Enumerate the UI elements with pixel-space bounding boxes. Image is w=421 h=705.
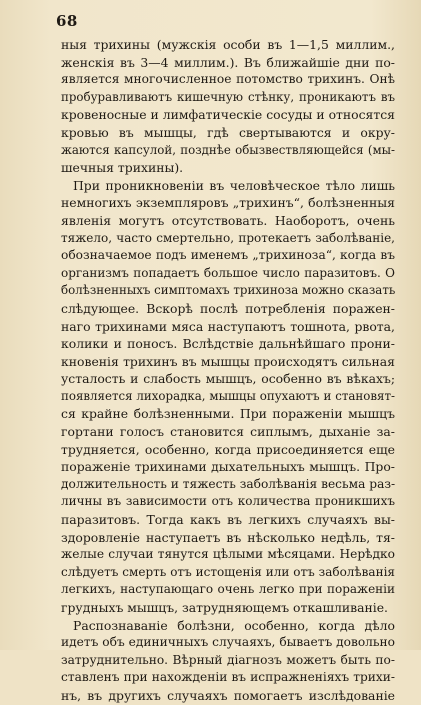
- text-line: является многочисленное потомство трихинъ. Онѣ: [61, 72, 395, 87]
- text-line: кновенія трихинъ въ мышцы происходятъ сильная: [61, 353, 395, 369]
- text-line: пробуравливаютъ кишечную стѣнку, проникаютъ въ: [61, 89, 395, 104]
- text-line: трудняется, особенно, когда присоединяется еще: [61, 441, 395, 457]
- text-line: гортани голосъ становится сиплымъ, дыханіе за-: [61, 424, 395, 440]
- text-line: усталость и слабость мышцъ, особенно въ вѣкахъ;: [61, 371, 395, 387]
- text-line: грудныхъ мышцъ, затрудняющемъ откашливаніе.: [61, 600, 388, 615]
- text-line: желые случаи тянутся цѣлыми мѣсяцами. Нерѣдко: [61, 547, 395, 562]
- text-line: слѣдуетъ смерть отъ истощенія или отъ заболѣванія: [61, 564, 395, 579]
- body-text: [61, 36, 395, 705]
- text-line: болѣзненныхъ симптомахъ трихиноза можно сказать: [61, 283, 395, 298]
- text-line: женскія въ 3—4 миллим.). Въ ближайшіе дни по-: [61, 54, 395, 70]
- text-line: личны въ зависимости отъ количества проникшихъ: [61, 494, 395, 509]
- text-line: ся крайне болѣзненными. При пораженіи мышцъ: [61, 406, 395, 422]
- text-line: тяжело, часто смертельно, протекаетъ заболѣваніе,: [61, 230, 395, 245]
- text-line: наго трихинами мяса наступаютъ тошнота, рвота,: [61, 318, 395, 334]
- text-line: пораженіе трихинами дыхательныхъ мышцъ. Про-: [61, 459, 395, 475]
- text-line: паразитовъ. Тогда какъ въ легкихъ случаяхъ вы-: [61, 512, 395, 528]
- text-line: нъ, въ другихъ случаяхъ помогаетъ изслѣдованіе: [61, 687, 395, 703]
- text-line: идетъ объ единичныхъ случаяхъ, бываетъ довольно: [61, 635, 395, 650]
- text-line: явленія могутъ отсутствовать. Наоборотъ, очень: [61, 212, 395, 228]
- text-line: кровью въ мышцы, гдѣ свертываются и окру-: [61, 124, 395, 140]
- text-line: немногихъ экземпляровъ „трихинъ“, болѣзненныя: [61, 195, 395, 211]
- text-line: шечныя трихины).: [61, 160, 184, 176]
- text-line: колики и поносъ. Вслѣдствіе дальнѣйшаго прони-: [61, 336, 395, 352]
- text-line: затруднительно. Вѣрный діагнозъ можетъ быть по-: [61, 652, 395, 667]
- text-line: легкихъ, наступающаго очень легко при пораженіи: [61, 582, 395, 597]
- text-line: ставленъ при нахожденіи въ испражненіяхъ трихи-: [61, 670, 395, 685]
- text-line: ныя трихины (мужскія особи въ 1—1,5 миллим.,: [61, 37, 395, 52]
- text-line: должительность и тяжесть заболѣванія весьма раз-: [61, 476, 395, 491]
- text-line: кровеносные и лимфатическіе сосуды и относятся: [61, 107, 395, 123]
- text-line: слѣдующее. Вскорѣ послѣ потребленія поражен-: [61, 300, 395, 316]
- text-line: обозначаемое подъ именемъ „трихиноза“, когда въ: [61, 248, 395, 263]
- text-line: При проникновеніи въ человѣческое тѣло лишь: [73, 177, 395, 193]
- text-line: появляется лихорадка, мышцы опухаютъ и становят-: [61, 388, 395, 403]
- text-line: здоровленіе наступаетъ въ нѣсколько недѣль, тя-: [61, 529, 395, 545]
- text-line: Распознаваніе болѣзни, особенно, когда дѣло: [73, 617, 395, 633]
- text-line: жаются капсулой, позднѣе обызвествляющейся (мы-: [61, 142, 395, 157]
- text-line: организмъ попадаетъ большое число паразитовъ. О: [61, 265, 395, 280]
- page-number: 68: [56, 12, 78, 30]
